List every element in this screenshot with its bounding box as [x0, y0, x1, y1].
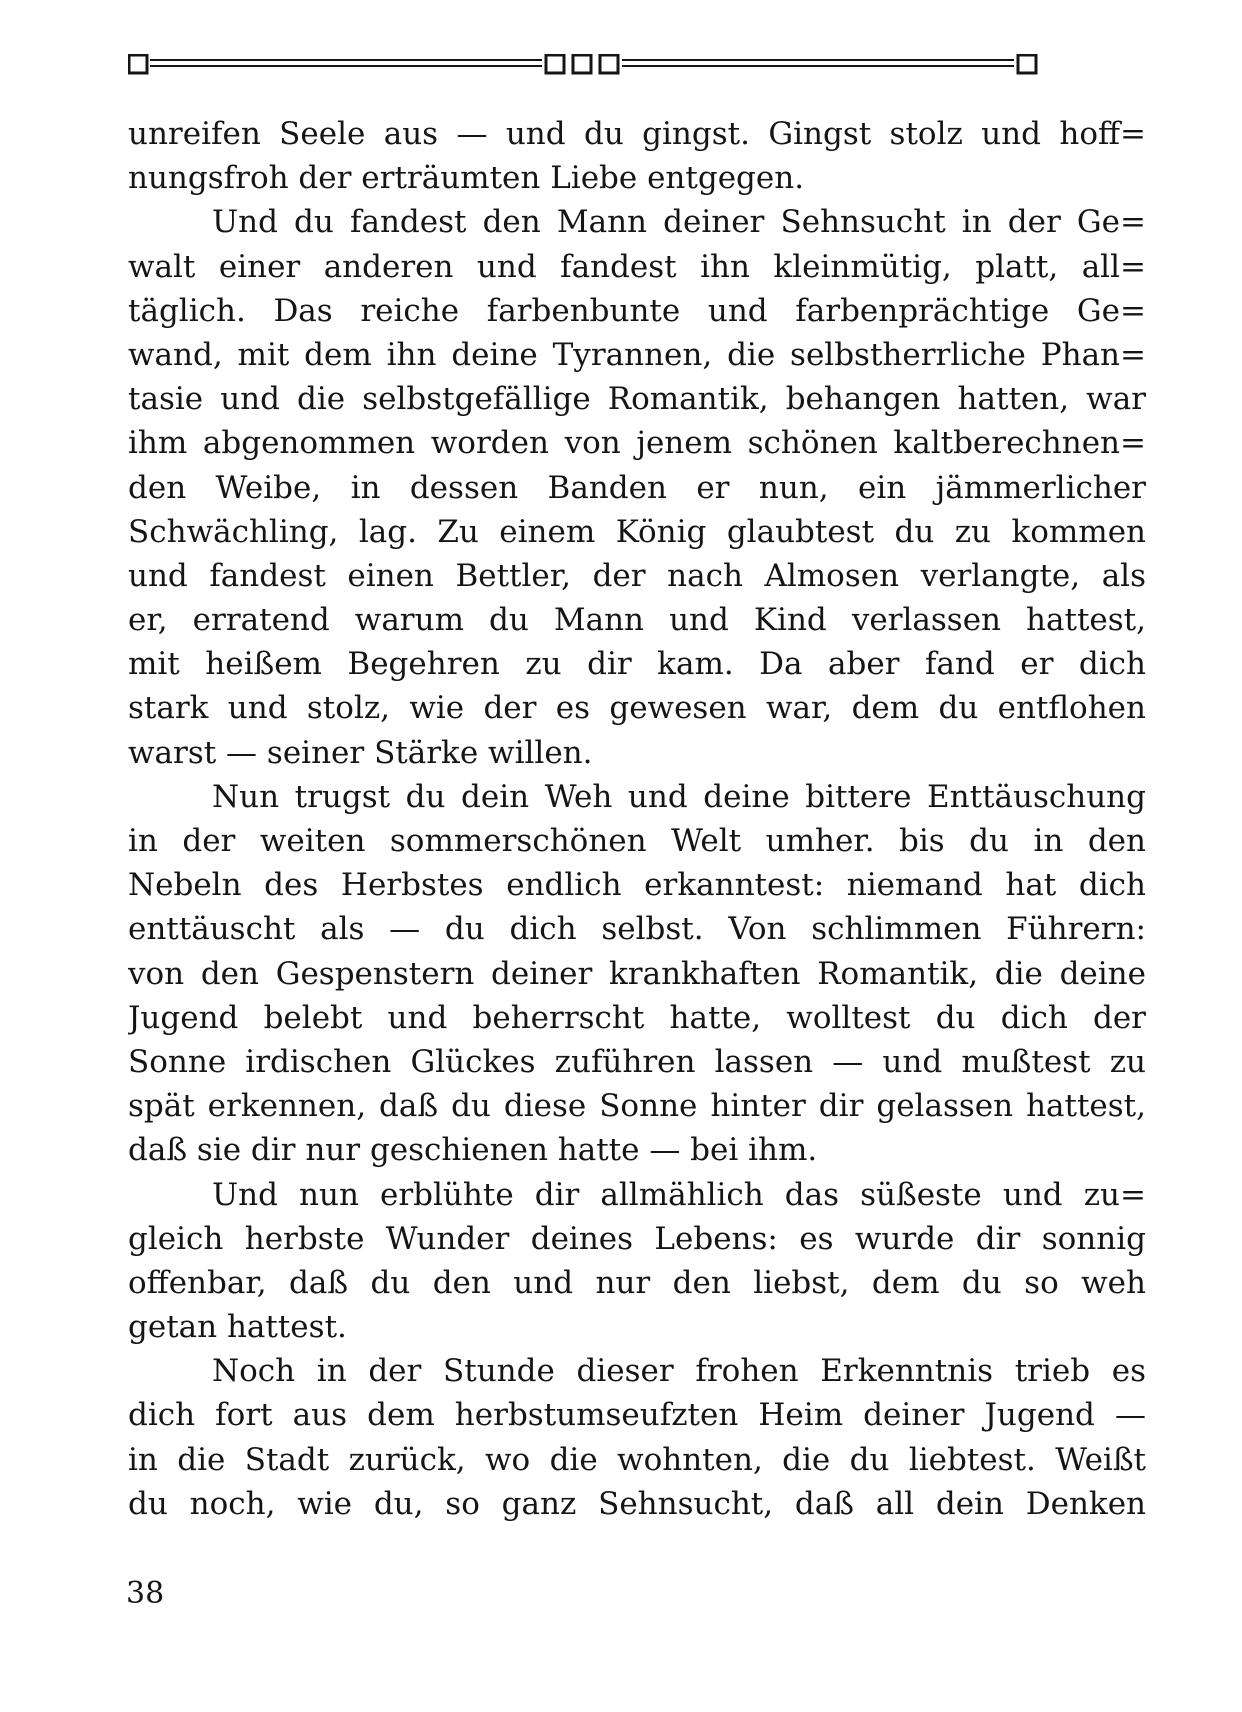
- text-line: täglich. Das reiche farbenbunte und farbenprächtige Ge=: [128, 292, 1146, 329]
- text-line: offenbar, daß du den und nur den liebst, dem du so weh: [128, 1264, 1146, 1301]
- page-number: 38: [126, 1576, 165, 1611]
- text-line: Und du fandest den Mann deiner Sehnsucht in der Ge=: [212, 204, 1146, 241]
- header-ornament: [128, 54, 1138, 76]
- text-line: wand, mit dem ihn deine Tyrannen, die selbstherrliche Phan=: [128, 336, 1146, 373]
- text-line: Nun trugst du dein Weh und deine bittere Enttäuschung: [212, 778, 1146, 815]
- text-line: getan hattest.: [128, 1309, 347, 1346]
- body-text: [128, 112, 1146, 1526]
- text-line: warst — seiner Stärke willen.: [128, 734, 593, 771]
- text-line: den Weibe, in dessen Banden er nun, ein jämmerlicher: [128, 469, 1146, 506]
- text-line: Sonne irdischen Glückes zuführen lassen — und mußtest zu: [128, 1043, 1146, 1080]
- text-line: in der weiten sommerschönen Welt umher. bis du in den: [128, 823, 1146, 859]
- text-line: Nebeln des Herbstes endlich erkanntest: niemand hat dich: [128, 867, 1146, 904]
- text-line: er, erratend warum du Mann und Kind verlassen hattest,: [128, 602, 1146, 639]
- text-line: walt einer anderen und fandest ihn kleinmütig, platt, all=: [128, 248, 1146, 285]
- text-line: daß sie dir nur geschienen hatte — bei ihm.: [128, 1132, 818, 1169]
- text-line: tasie und die selbstgefällige Romantik, behangen hatten, war: [128, 381, 1146, 418]
- ornament-rule-graphic: [128, 54, 1138, 76]
- text-line: gleich herbste Wunder deines Lebens: es wurde dir sonnig: [128, 1220, 1146, 1257]
- text-line: Noch in der Stunde dieser frohen Erkenntnis trieb es: [212, 1353, 1146, 1390]
- text-line: und fandest einen Bettler, der nach Almosen verlangte, als: [128, 557, 1146, 594]
- text-line: spät erkennen, daß du diese Sonne hinter dir gelassen hattest,: [128, 1088, 1146, 1125]
- text-line: du noch, wie du, so ganz Sehnsucht, daß all dein Denken: [128, 1485, 1146, 1522]
- text-line: enttäuscht als — du dich selbst. Von schlimmen Führern:: [128, 911, 1146, 948]
- text-line: Und nun erblühte dir allmählich das süßeste und zu=: [212, 1176, 1146, 1213]
- text-line: nungsfroh der erträumten Liebe entgegen.: [128, 160, 805, 197]
- text-line: von den Gespenstern deiner krankhaften Romantik, die deine: [128, 955, 1146, 992]
- text-line: unreifen Seele aus — und du gingst. Gingst stolz und hoff=: [128, 116, 1146, 152]
- text-line: mit heißem Begehren zu dir kam. Da aber fand er dich: [128, 646, 1146, 683]
- text-line: in die Stadt zurück, wo die wohnten, die du liebtest. Weißt: [128, 1441, 1146, 1478]
- text-line: ihm abgenommen worden von jenem schönen kaltberechnen=: [128, 425, 1146, 462]
- text-line: Jugend belebt und beherrscht hatte, wolltest du dich der: [128, 999, 1146, 1036]
- text-line: dich fort aus dem herbstumseufzten Heim deiner Jugend —: [128, 1397, 1146, 1434]
- text-line: Schwächling, lag. Zu einem König glaubtest du zu kommen: [128, 513, 1146, 550]
- text-line: stark und stolz, wie der es gewesen war, dem du entflohen: [128, 690, 1146, 727]
